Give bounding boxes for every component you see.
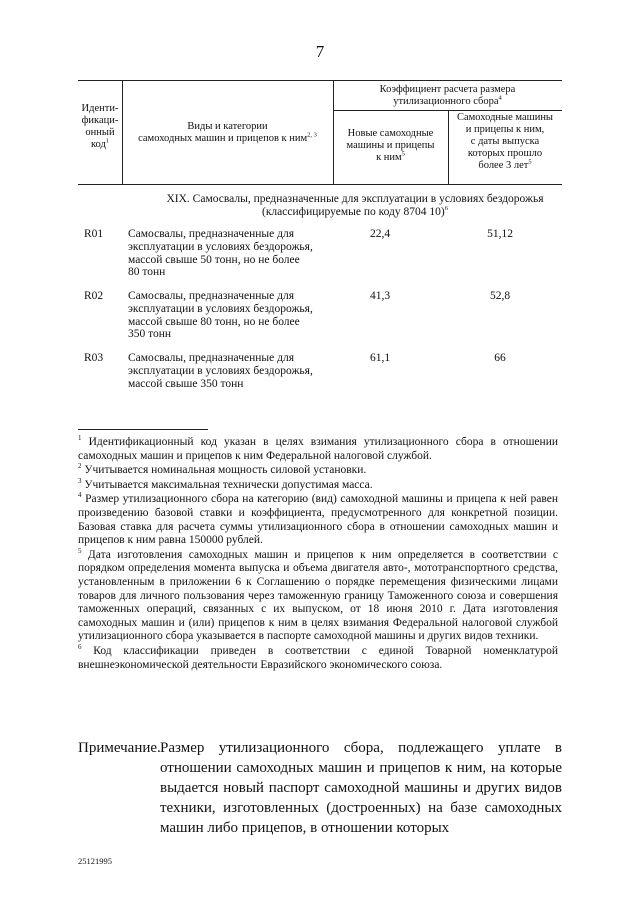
row-description: Самосвалы, предназначенные для эксплуатации в условиях бездорожья, массой свыше 50 тонн, но не более 80 тонн [128, 228, 313, 279]
row-code: R02 [84, 290, 104, 302]
footnote: $^2$ Учитывается номинальная мощность силовой установки. [78, 462, 367, 477]
header-code: Иденти- фикаци- онный код$^1$ [81, 103, 119, 150]
page-number: 7 [315, 42, 325, 61]
row-old-coefficient: 52,8 [489, 290, 511, 302]
row-new-coefficient: 41,3 [369, 290, 391, 302]
section-title: XIX. Самосвалы, предназначенные для эксплуатации в условиях бездорожья (классифицируемые по коду 8704 10)$^6$ [166, 193, 544, 218]
footnote: $^5$ Дата изготовления самоходных машин и прицепов к ним определяется в соответствии с порядком определения момента выпуска и объема двигателя авто-, мототранспортного средства, установленным в приложении 6 к Соглашению о порядке перемещения физическими лицами товаров для личного пользования через таможенную границу Таможенного союза и совершения таможенных операций, связанных с их выпуском, от 18 июня 2010 г. Дата изготовления самоходных машин и (или) прицепов к ним в целях взимания Федеральной налоговой службой утилизационного сбора указывается в паспорте самоходной машины и других видов техники. [78, 546, 558, 643]
footnote: $^3$ Учитывается максимальная технически допустимая масса. [78, 476, 373, 491]
footnote: $^4$ Размер утилизационного сбора на категорию (вид) самоходной машины и прицепа к ней равен произведению базовой ставки и коэффициента, предусмотренного для конкретной позиции. Базовая ставка для расчета суммы утилизационного сбора в отношении самоходных машин и прицепов к ним равна 150000 рублей. [78, 491, 558, 547]
row-old-coefficient: 51,12 [487, 228, 513, 240]
footnote: $^6$ Код классификации приведен в соответствии с единой Товарной номенклатурой внешнеэкономической деятельности Евразийского экономического союза. [78, 643, 558, 671]
note-label: Примечание. [78, 740, 161, 756]
row-code: R01 [84, 228, 104, 240]
row-old-coefficient: 66 [494, 352, 506, 364]
header-bottom-rule [78, 184, 562, 185]
footnotes [78, 436, 558, 673]
row-description: Самосвалы, предназначенные для эксплуатации в условиях бездорожья, массой свыше 80 тонн, но не более 350 тонн [128, 290, 313, 341]
header-types: Виды и категории самоходных машин и прицепов к ним$^{2, 3}$ [138, 121, 317, 144]
footnote: $^1$ Идентификационный код указан в целях взимания утилизационного сбора в отношении самоходных машин и прицепов к ним Федеральной налоговой службой. [78, 434, 559, 462]
row-code: R03 [84, 352, 104, 364]
row-description: Самосвалы, предназначенные для эксплуатации в условиях бездорожья, массой свыше 350 тонн [128, 352, 313, 390]
note-text: Размер утилизационного сбора, подлежащего уплате в отношении самоходных машин и прицепов к ним, на которые выдается новый паспорт самоходной машины и других видов техники, изготовленных (достроенных) на базе самоходных машин либо прицепов, в отношении которых [160, 740, 562, 836]
header-coefficient-group: Коэффициент расчета размера утилизационного сбора$^4$ [379, 84, 516, 107]
document-id: 25121995 [78, 856, 112, 866]
footnote-separator [78, 429, 208, 430]
row-new-coefficient: 61,1 [369, 352, 391, 364]
header-old-machines: Самоходные машины и прицепы к ним, с даты выпуска которых прошло более 3 лет$^5$ [456, 112, 553, 171]
row-new-coefficient: 22,4 [369, 228, 391, 240]
header-new-machines: Новые самоходные машины и прицепы к ним$^5$ [346, 128, 435, 163]
header-top-rule [78, 80, 562, 81]
